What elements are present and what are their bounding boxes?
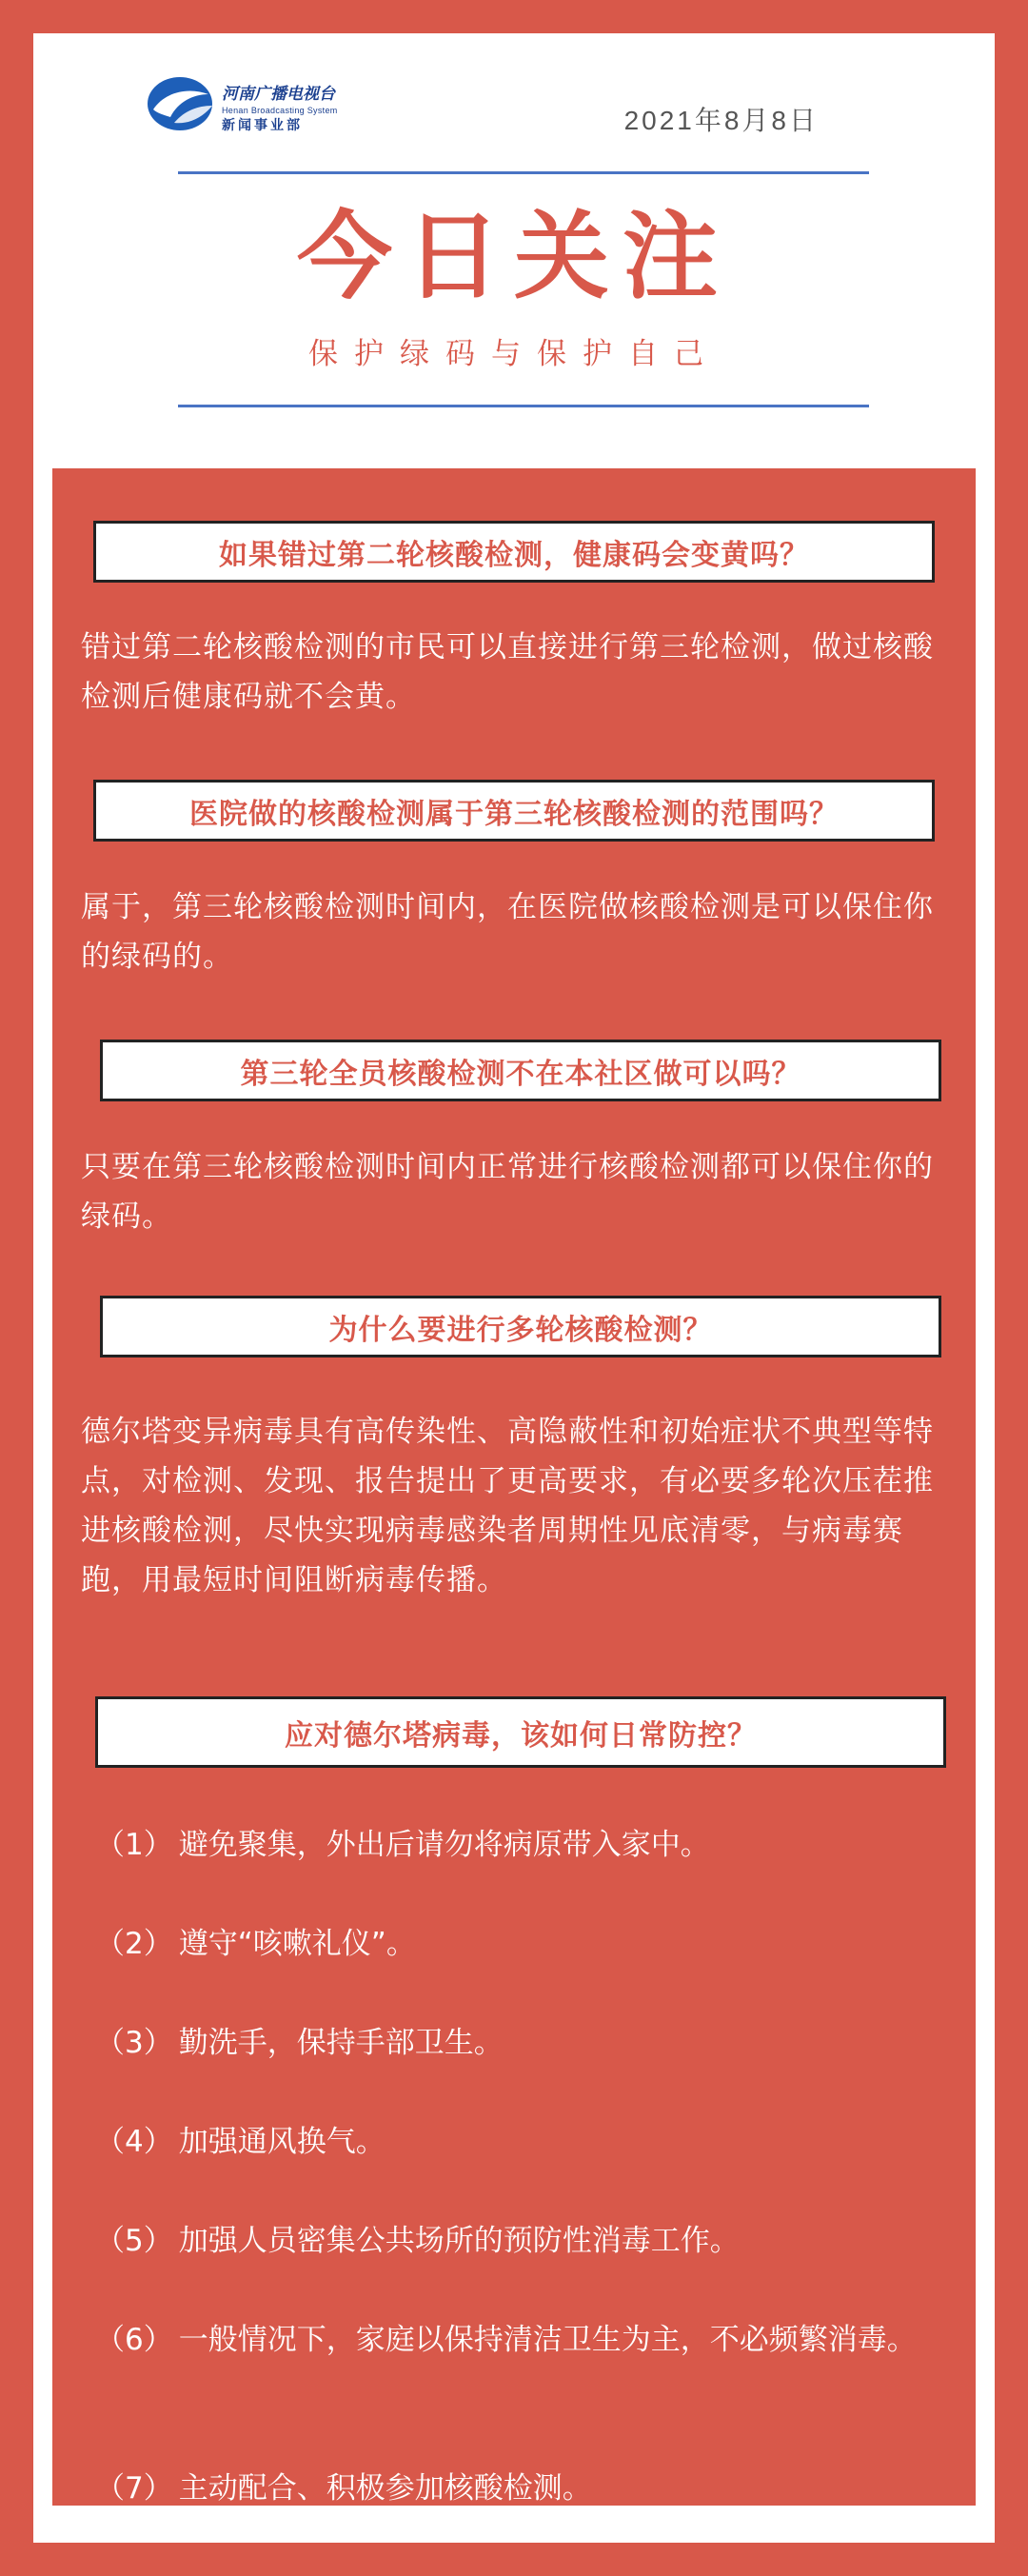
question-box — [100, 1040, 941, 1101]
list-text: 遵守“咳嗽礼仪”。 — [178, 1927, 416, 1961]
list-text: 一般情况下，家庭以保持清洁卫生为主，不必频繁消毒。 — [178, 2323, 917, 2357]
answer-text: 错过第二轮核酸检测的市民可以直接进行第三轮检测，做过核酸检测后健康码就不会黄。 — [81, 630, 934, 714]
answer-text: 属于，第三轮核酸检测时间内，在医院做核酸检测是可以保住你的绿码的。 — [81, 890, 934, 974]
logo-english-name: Henan Broadcasting System — [222, 106, 338, 115]
content-panel — [52, 468, 976, 2506]
list-text: 勤洗手，保持手部卫生。 — [178, 2026, 504, 2060]
question-text: 第三轮全员核酸检测不在本社区做可以吗？ — [240, 1057, 801, 1091]
list-text: 加强人员密集公共场所的预防性消毒工作。 — [178, 2224, 740, 2258]
header-divider-bottom — [178, 405, 869, 407]
station-logo — [146, 73, 384, 149]
list-item — [95, 2315, 933, 2365]
list-number: （1） — [95, 1828, 173, 1862]
list-number: （3） — [95, 2026, 173, 2060]
logo-mark-icon — [146, 73, 218, 132]
answer-text: 德尔塔变异病毒具有高传染性、高隐蔽性和初始症状不典型等特点，对检测、发现、报告提出了更高要求，有必要多轮次压茬推进核酸检测，尽快实现病毒感染者周期性见底清零，与病毒赛跑，用最短时间阻断病毒传播。 — [81, 1415, 934, 1597]
question-box — [100, 1296, 941, 1357]
list-number: （5） — [95, 2224, 173, 2258]
list-item — [95, 2018, 933, 2068]
header-divider-top — [178, 171, 869, 174]
list-text: 主动配合、积极参加核酸检测。 — [178, 2471, 592, 2506]
list-number: （2） — [95, 1927, 173, 1961]
list-item — [95, 1820, 933, 1870]
logo-department: 新闻事业部 — [222, 118, 303, 133]
question-text: 应对德尔塔病毒，该如何日常防控？ — [285, 1718, 757, 1753]
page-title: 今日关注 — [297, 201, 731, 312]
list-item — [95, 1919, 933, 1969]
poster-frame — [33, 33, 995, 2543]
question-text: 医院做的核酸检测属于第三轮核酸检测的范围吗？ — [189, 797, 839, 831]
list-number: （6） — [95, 2323, 173, 2357]
publish-date: 2021年8月8日 — [623, 106, 819, 135]
question-text: 为什么要进行多轮核酸检测？ — [328, 1313, 713, 1347]
page-subtitle: 保护绿码与保护自己 — [308, 337, 720, 371]
list-number: （7） — [95, 2471, 173, 2506]
logo-chinese-name: 河南广播电视台 — [222, 85, 335, 104]
question-text: 如果错过第二轮核酸检测，健康码会变黄吗？ — [219, 538, 809, 572]
list-item — [95, 2216, 933, 2266]
list-item — [95, 2117, 933, 2167]
question-box — [93, 780, 935, 842]
question-box — [93, 521, 935, 583]
list-text: 加强通风换气。 — [178, 2125, 386, 2159]
answer-text: 只要在第三轮核酸检测时间内正常进行核酸检测都可以保住你的绿码。 — [81, 1150, 934, 1234]
list-item — [95, 2464, 933, 2513]
list-text: 避免聚集，外出后请勿将病原带入家中。 — [178, 1828, 710, 1862]
question-box — [95, 1696, 946, 1768]
list-number: （4） — [95, 2125, 173, 2159]
